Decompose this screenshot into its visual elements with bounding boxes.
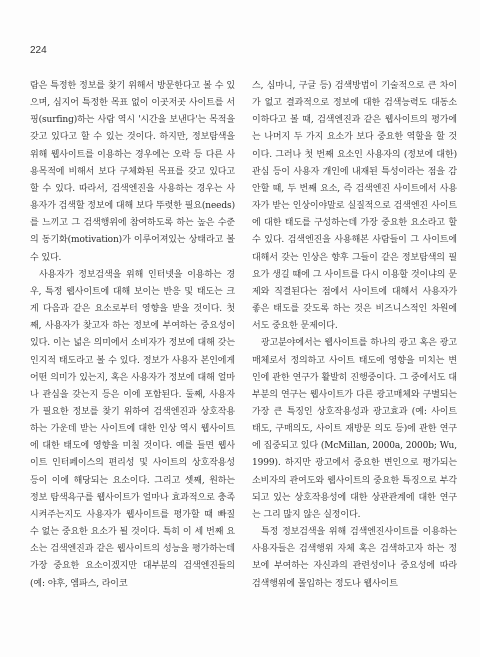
right-column [252, 78, 457, 593]
left-column [30, 78, 235, 593]
right-paragraph-3: 특정 정보검색을 위해 검색엔진사이트를 이용하는 사용자들은 검색행위 자체 혹은 검색하고자 하는 정보에 부여하는 자신과의 관련성이나 중요성에 따라 검색행위에 몰입하는 정도나 웹사이트 [252, 527, 457, 589]
right-paragraph-2: 광고분야에서는 웹사이트를 하나의 광고 혹은 광고매체로서 정의하고 사이트 태도에 영향을 미치는 변인에 관한 연구가 활발히 진행중이다. 그 중에서도 대부분의 연구는 웹사이트가 다른 광고매체와 구별되는 가장 큰 특징인 상호작용성과 광고효과 (예: 사이트 태도, 구매의도, 사이트 재방문 의도 등)에 관한 연구에 집중되고 있다 (McMillan, 2000a, 2000b; Wu, 1999). 하지만 광고에서 중요한 변인으로 평가되는 소비자의 관여도와 웹사이트의 중요한 특징으로 부각되고 있는 상호작용성에 대한 상관관계에 대한 연구는 그리 많지 않은 실정이다. [252, 338, 457, 520]
left-paragraph-2: 사용자가 정보검색을 위해 인터넷을 이용하는 경우, 특정 웹사이트에 대해 보이는 반응 및 태도는 크게 다음과 같은 요소로부터 영향을 받을 것이다. 첫째, 사용자가 찾고자 하는 정보에 부여하는 중요성이 있다. 이는 넓은 의미에서 소비자가 정보에 대해 갖는 인지적 태도라고 볼 수 있다. 정보가 사용자 본인에게 어떤 의미가 있는지, 혹은 사용자가 정보에 대해 얼마나 관심을 갖는지 등은 이에 포함된다. 둘째, 사용자가 필요한 정보를 찾기 위하여 검색엔진과 상호작용하는 가운데 받는 사이트에 대한 인상 역시 웹사이트에 대한 태도에 영향을 미칠 것이다. 예를 들면 웹사이트 인터페이스의 편리성 및 사이트의 상호작용성 등이 이에 해당되는 요소이다. 그리고 셋째, 원하는 정보 탐색욕구를 웹사이트가 얼마나 효과적으로 충족시켜주는지도 사용자가 웹사이트를 평가할 때 빠질 수 없는 중요한 요소가 될 것이다. 특히 이 세 번째 요소는 검색엔진과 같은 웹사이트의 성능을 평가하는데 가장 중요한 요소이겠지만 대부분의 검색엔진들의(예: 야후, 엠파스, 라이코 [30, 269, 235, 589]
right-paragraph-1: 스, 심마니, 구글 등) 검색방법이 기술적으로 큰 차이가 없고 결과적으로 정보에 대한 검색능력도 대동소이하다고 볼 때, 검색엔진과 같은 웹사이트의 평가에는 나머지 두 가지 요소가 보다 중요한 역할을 할 것이다. 그러나 첫 번째 요소인 사용자의 (정보에 대한) 관심 등이 사용자 개인에 내재된 특성이라는 점을 감안할 때, 두 번째 요소, 즉 검색엔진 사이트에서 사용자가 받는 인상이야말로 실질적으로 검색엔진 사이트에 대한 태도를 구성하는데 가장 중요한 요소라고 할 수 있다. 검색엔진을 사용해본 사람들이 그 사이트에 대해서 갖는 인상은 향후 그들이 같은 정보탐색의 필요가 생길 때에 그 사이트를 다시 이용할 것이냐의 문제와 직결된다는 점에서 사이트에 대해서 사용자가 좋은 태도를 갖도록 하는 것은 비즈니스적인 차원에서도 중요한 문제이다. [252, 81, 457, 332]
left-paragraph-1: 람은 특정한 정보를 찾기 위해서 방문한다고 볼 수 있으며, 심지어 특정한 목표 없이 이곳저곳 사이트를 서핑(surfing)하는 사람 역시 '시간을 보낸다'는 목적을 갖고 있다고 할 수 있는 것이다. 하지만, 정보탐색을 위해 웹사이트를 이용하는 경우에는 오락 등 다른 사용목적에 비해서 보다 구체화된 목표를 갖고 있다고 할 수 있다. 따라서, 검색엔진을 사용하는 경우는 사용자가 검색할 정보에 대해 보다 뚜렷한 필요(needs)를 느끼고 그 검색행위에 참여하도록 하는 높은 수준의 동기화(motivation)가 이루어져있는 상태라고 볼 수 있다. [30, 81, 235, 263]
page-number: 224 [30, 45, 47, 56]
